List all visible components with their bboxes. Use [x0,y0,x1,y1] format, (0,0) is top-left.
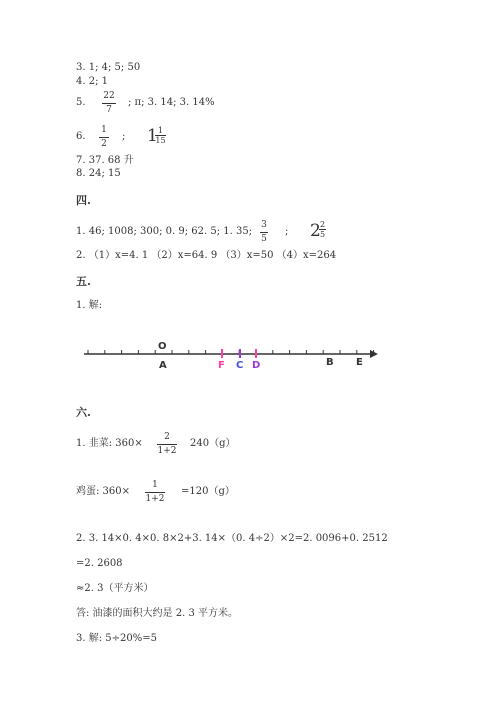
sec4-line-1: 1. 46; 1008; 300; 0. 9; 62. 5; 1. 35; [76,226,253,237]
sec5-line-1: 1. 解: [76,300,103,311]
point-label-c: C [236,360,244,371]
answer-line-8: 8. 24; 15 [76,168,121,179]
fraction-numerator: 2 [164,432,170,442]
section-heading-4: 四. [76,194,91,207]
separator: ; [122,131,126,142]
section-heading-6: 六. [76,406,91,419]
fraction-numerator: 1 [157,126,164,135]
section-heading-5: 五. [76,275,91,288]
point-label-f: F [218,360,225,371]
point-label-a: A [159,360,167,371]
mixed-number-whole: 1 [147,126,158,146]
sec4-line-2: 2. （1）x=4. 1 （2）x=64. 9 （3）x=50 （4）x=264 [76,250,337,261]
fraction-numerator: 3 [261,220,267,230]
sec6-line-1-result: 240（g） [190,438,236,449]
sec6-line-6: 答: 油漆的面积大约是 2. 3 平方米。 [76,608,238,619]
point-label-d: D [252,360,261,371]
answer-line-4: 4. 2; 1 [76,76,108,87]
fraction-denominator: 2 [101,139,107,149]
sec6-line-4: =2. 2608 [76,558,123,569]
fraction-denominator: 1+2 [145,494,165,504]
fraction-numerator: 1 [101,125,107,135]
answer-line-6-prefix: 6. [76,131,86,142]
point-label-e: E [356,357,363,368]
fraction-bar [145,492,165,493]
point-label-o: O [158,341,167,352]
separator: ; [285,226,289,237]
fraction-numerator: 2 [319,220,326,229]
fraction-numerator: 1 [152,480,158,490]
fraction-denominator: 5 [319,230,326,239]
fraction-denominator: 7 [106,105,112,115]
answer-line-3: 3. 1; 4; 5; 50 [76,62,141,73]
sec6-line-1-prefix: 1. 韭菜: 360× [76,438,143,449]
sec6-line-7: 3. 解: 5÷20%=5 [76,633,157,644]
mixed-number-whole: 2 [310,221,321,241]
fraction-bar [157,444,177,445]
fraction-denominator: 5 [261,234,267,244]
answer-line-7: 7. 37. 68 升 [76,155,134,166]
fraction-numerator: 22 [103,91,115,101]
fraction-2-over-1plus2 [157,432,177,457]
sec6-line-2-result: =120（g） [181,486,235,497]
point-label-b: B [326,357,334,368]
fraction-1-over-1plus2 [145,480,165,505]
answer-line-5-rest: ; π; 3. 14; 3. 14% [128,97,215,108]
sec6-line-2-prefix: 鸡蛋: 360× [76,486,131,497]
fraction-denominator: 15 [155,136,166,145]
sec6-line-5: ≈2. 3（平方米） [76,583,154,594]
sec6-line-3: 2. 3. 14×0. 4×0. 8×2+3. 14×（0. 4÷2）×2=2. 0096+0. 2512 [76,533,388,544]
fraction-denominator: 1+2 [157,446,177,456]
answer-line-5-prefix: 5. [76,97,86,108]
